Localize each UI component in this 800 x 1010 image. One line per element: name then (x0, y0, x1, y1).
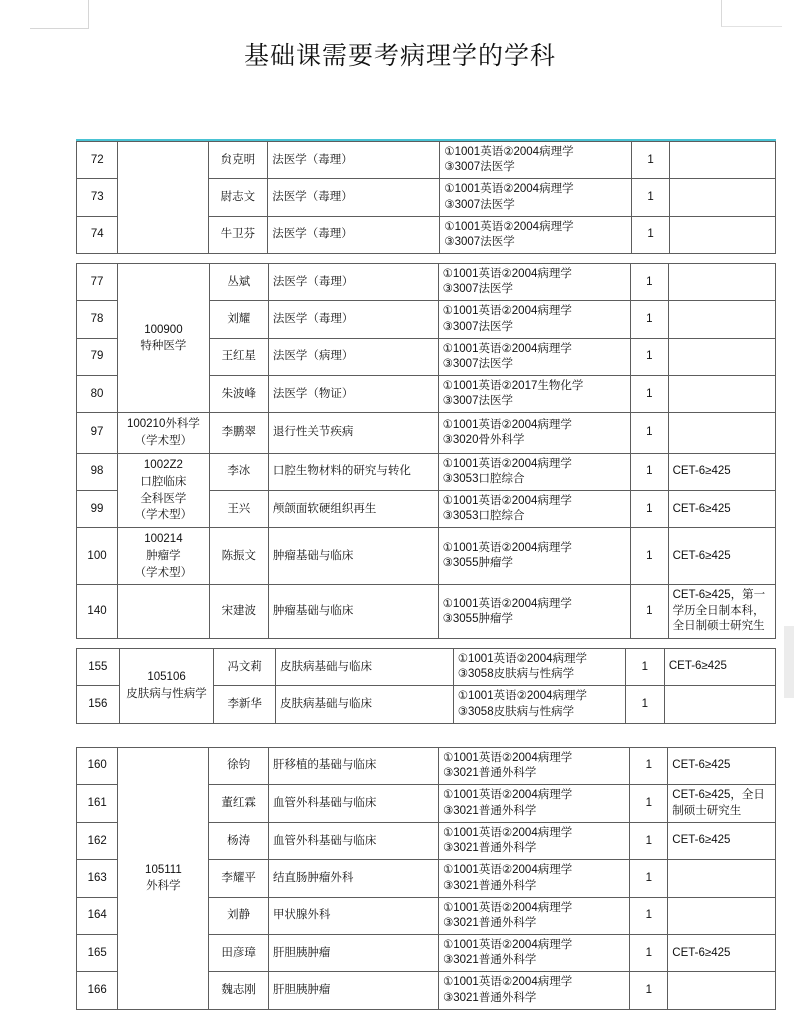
cell-count: 1 (631, 453, 669, 490)
cell-no: 99 (77, 491, 118, 528)
cell-direction: 法医学（毒理） (268, 142, 440, 179)
cell-direction: 皮肤病基础与临床 (275, 649, 453, 686)
exam-line-2: ③3021普通外科学 (442, 842, 537, 855)
major-code: 100214 (144, 533, 183, 546)
cell-no: 166 (77, 972, 118, 1009)
cell-count: 1 (625, 649, 664, 686)
exam-line-2: ③3007法医学 (442, 283, 513, 296)
cell-direction: 皮肤病基础与临床 (275, 686, 453, 723)
cell-remark: CET-6≥425 (668, 935, 776, 972)
exam-line-1: ①1001英语②2004病理学 (442, 597, 572, 610)
cell-supervisor: 李冰 (209, 453, 268, 490)
section-gap-c (76, 724, 776, 747)
exam-line-2: ③3007法医学 (442, 320, 513, 333)
cell-remark (664, 686, 775, 723)
exam-line-2: ③3021普通外科学 (442, 879, 537, 892)
page-title: 基础课需要考病理学的学科 (243, 41, 556, 70)
cell-remark: CET-6≥425 (668, 528, 775, 585)
cell-count: 1 (631, 413, 669, 453)
table-row (77, 264, 776, 301)
page-corner-mark-top-left (30, 0, 89, 29)
cell-remark (668, 860, 776, 897)
exam-line-1: ①1001英语②2004病理学 (442, 305, 572, 318)
cell-exam-subjects (438, 338, 630, 375)
table-section-d (76, 747, 776, 1010)
major-name: 外科学 (146, 880, 181, 893)
cell-remark: CET-6≥425，第一学历全日制本科，全日制硕士研究生 (668, 585, 775, 639)
cell-remark: CET-6≥425，全日制硕士研究生 (668, 785, 776, 823)
cell-remark (670, 179, 776, 216)
page-corner-mark-top-right (721, 0, 782, 27)
table-row (77, 747, 776, 784)
cell-supervisor: 董红霖 (209, 785, 269, 823)
cell-major (118, 453, 210, 528)
cell-exam-subjects (438, 264, 630, 301)
cell-count: 1 (630, 972, 668, 1009)
cell-exam-subjects (440, 142, 632, 179)
major-code: 105106 (147, 671, 186, 684)
cell-direction: 甲状腺外科 (268, 897, 438, 934)
cell-direction: 法医学（毒理） (268, 264, 438, 301)
table-row (77, 528, 776, 585)
cell-remark (670, 142, 776, 179)
table-section-b (76, 263, 776, 639)
cell-no: 140 (77, 585, 118, 639)
section-gap-a (76, 254, 776, 263)
major-code: 100900 (144, 323, 183, 336)
exam-line-2: ③3053口腔综合 (442, 510, 525, 523)
cell-major (119, 649, 214, 724)
cell-exam-subjects (438, 972, 630, 1009)
cell-count: 1 (630, 897, 668, 934)
exam-line-2: ③3007法医学 (444, 198, 515, 211)
cell-exam-subjects (438, 747, 630, 784)
exam-line-1: ①1001英语②2004病理学 (457, 690, 587, 703)
major-name: 肿瘤学 (146, 550, 181, 563)
cell-remark: CET-6≥425 (668, 453, 775, 490)
cell-no: 161 (77, 785, 118, 823)
exam-line-1: ①1001英语②2004病理学 (442, 827, 573, 840)
cell-count: 1 (630, 785, 668, 823)
admission-tables-container (76, 139, 776, 1010)
cell-supervisor: 尉志文 (208, 179, 268, 216)
cell-exam-subjects (438, 823, 630, 860)
exam-line-1: ①1001英语②2004病理学 (442, 542, 572, 555)
cell-supervisor: 牛卫芬 (208, 216, 268, 253)
cell-exam-subjects (440, 216, 632, 253)
exam-line-2: ③3021普通外科学 (442, 804, 537, 817)
exam-line-1: ①1001英语②2004病理学 (442, 901, 573, 914)
cell-remark: CET-6≥425 (668, 491, 775, 528)
cell-exam-subjects (438, 860, 630, 897)
cell-supervisor: 杨涛 (209, 823, 269, 860)
cell-count: 1 (631, 528, 669, 585)
cell-direction: 结直肠肿瘤外科 (268, 860, 438, 897)
cell-exam-subjects (438, 413, 630, 453)
cell-no: 163 (77, 860, 118, 897)
cell-no: 97 (77, 413, 118, 453)
exam-line-1: ①1001英语②2004病理学 (444, 183, 574, 196)
cell-major (118, 585, 210, 639)
exam-line-2: ③3053口腔综合 (442, 472, 525, 485)
exam-line-2: ③3055肿瘤学 (442, 557, 513, 570)
exam-line-1: ①1001英语②2004病理学 (442, 495, 572, 508)
table-row (77, 585, 776, 639)
cell-remark: CET-6≥425 (668, 823, 776, 860)
table-row (77, 413, 776, 453)
cell-direction: 肝胆胰肿瘤 (268, 935, 438, 972)
cell-no: 100 (77, 528, 118, 585)
exam-line-2: ③3020骨外科学 (442, 434, 525, 447)
cell-major (118, 747, 209, 1009)
table-row (77, 142, 776, 179)
cell-remark (668, 972, 776, 1009)
cell-exam-subjects (440, 179, 632, 216)
exam-line-1: ①1001英语②2004病理学 (442, 457, 572, 470)
exam-line-1: ①1001英语②2004病理学 (457, 653, 587, 665)
cell-count: 1 (632, 179, 670, 216)
cell-exam-subjects (438, 491, 630, 528)
exam-line-2: ③3021普通外科学 (442, 954, 537, 967)
major-name: 皮肤病与性病学 (126, 687, 207, 700)
cell-supervisor: 宋建波 (209, 585, 268, 639)
cell-major (118, 264, 210, 413)
cell-direction: 法医学（毒理） (268, 301, 438, 338)
exam-line-1: ①1001英语②2004病理学 (442, 268, 572, 281)
cell-supervisor: 刘耀 (209, 301, 268, 338)
cell-count: 1 (631, 338, 669, 375)
cell-no: 80 (77, 376, 118, 413)
exam-line-1: ①1001英语②2004病理学 (442, 976, 573, 989)
exam-line-1: ①1001英语②2004病理学 (442, 939, 573, 952)
cell-supervisor: 丛斌 (209, 264, 268, 301)
scrollbar-thumb[interactable] (784, 626, 794, 698)
cell-supervisor: 李新华 (214, 686, 276, 723)
cell-no: 160 (77, 747, 118, 784)
cell-supervisor: 李鹏翠 (209, 413, 268, 453)
cell-exam-subjects (438, 585, 630, 639)
cell-no: 78 (77, 301, 118, 338)
section-gap-b (76, 639, 776, 648)
cell-exam-subjects (453, 649, 625, 686)
major-code: 105111 (145, 863, 182, 876)
cell-count: 1 (630, 747, 668, 784)
cell-supervisor: 冯文莉 (214, 649, 276, 686)
cell-major (118, 142, 208, 254)
exam-line-1: ①1001英语②2004病理学 (442, 418, 572, 431)
cell-remark: CET-6≥425 (668, 747, 776, 784)
cell-count: 1 (632, 216, 670, 253)
cell-major (118, 413, 210, 453)
major-code: 1002Z2 (143, 459, 183, 472)
major-code: 100210外科学 (126, 418, 200, 431)
cell-exam-subjects (438, 301, 630, 338)
cell-no: 156 (77, 686, 120, 723)
cell-remark (668, 338, 775, 375)
major-type: （学术型） (134, 566, 193, 579)
major-name: 特种医学 (140, 340, 187, 353)
cell-direction: 肿瘤基础与临床 (268, 528, 438, 585)
cell-count: 1 (631, 301, 669, 338)
cell-direction: 退行性关节疾病 (268, 413, 438, 453)
major-type: （学术型） (134, 509, 193, 522)
major-name-2: 全科医学 (140, 492, 187, 505)
cell-exam-subjects (438, 785, 630, 823)
cell-direction: 法医学（病理） (268, 338, 438, 375)
exam-line-2: ③3058皮肤病与性病学 (457, 668, 575, 681)
cell-supervisor: 魏志刚 (209, 972, 269, 1009)
cell-direction: 血管外科基础与临床 (268, 785, 438, 823)
cell-no: 164 (77, 897, 118, 934)
cell-no: 77 (77, 264, 118, 301)
exam-line-2: ③3007法医学 (442, 395, 513, 408)
table-section-a (76, 141, 776, 254)
exam-line-1: ①1001英语②2004病理学 (442, 342, 572, 355)
cell-direction: 肝胆胰肿瘤 (268, 972, 438, 1009)
cell-supervisor: 李耀平 (209, 860, 269, 897)
exam-line-1: ①1001英语②2004病理学 (442, 751, 573, 764)
major-name-1: 口腔临床 (140, 475, 187, 488)
exam-line-2: ③3021普通外科学 (442, 916, 537, 929)
cell-no: 162 (77, 823, 118, 860)
cell-supervisor: 朱波峰 (209, 376, 268, 413)
table-row (77, 453, 776, 490)
cell-supervisor: 陈振文 (209, 528, 268, 585)
cell-exam-subjects (438, 935, 630, 972)
cell-remark (668, 413, 775, 453)
cell-no: 165 (77, 935, 118, 972)
exam-line-1: ①1001英语②2017生物化学 (442, 380, 584, 393)
cell-direction: 法医学（毒理） (268, 179, 440, 216)
exam-line-2: ③3021普通外科学 (442, 991, 537, 1004)
cell-remark (668, 264, 775, 301)
cell-count: 1 (631, 264, 669, 301)
cell-remark: CET-6≥425 (664, 649, 775, 686)
cell-remark (668, 376, 775, 413)
table-row (77, 649, 776, 686)
cell-count: 1 (632, 142, 670, 179)
cell-exam-subjects (438, 528, 630, 585)
exam-line-1: ①1001英语②2004病理学 (442, 789, 573, 802)
exam-line-2: ③3007法医学 (442, 357, 513, 370)
cell-count: 1 (630, 823, 668, 860)
cell-supervisor: 贠克明 (208, 142, 268, 179)
cell-no: 73 (77, 179, 118, 216)
cell-count: 1 (625, 686, 664, 723)
exam-line-2: ③3007法医学 (444, 161, 515, 174)
cell-remark (670, 216, 776, 253)
cell-direction: 口腔生物材料的研究与转化 (268, 453, 438, 490)
cell-supervisor: 王兴 (209, 491, 268, 528)
cell-exam-subjects (453, 686, 625, 723)
cell-direction: 肝移植的基础与临床 (268, 747, 438, 784)
exam-line-2: ③3021普通外科学 (442, 766, 537, 779)
cell-supervisor: 王红星 (209, 338, 268, 375)
exam-line-1: ①1001英语②2004病理学 (444, 220, 574, 233)
cell-no: 74 (77, 216, 118, 253)
major-type: （学术型） (134, 435, 193, 448)
cell-supervisor: 刘静 (209, 897, 269, 934)
cell-no: 79 (77, 338, 118, 375)
exam-line-2: ③3058皮肤病与性病学 (457, 705, 575, 718)
exam-line-1: ①1001英语②2004病理学 (442, 864, 573, 877)
cell-exam-subjects (438, 897, 630, 934)
cell-direction: 颅颌面软硬组织再生 (268, 491, 438, 528)
cell-exam-subjects (438, 376, 630, 413)
cell-direction: 法医学（毒理） (268, 216, 440, 253)
cell-direction: 肿瘤基础与临床 (268, 585, 438, 639)
cell-count: 1 (631, 585, 669, 639)
cell-supervisor: 田彦璋 (209, 935, 269, 972)
cell-direction: 血管外科基础与临床 (268, 823, 438, 860)
cell-no: 155 (77, 649, 120, 686)
cell-count: 1 (631, 491, 669, 528)
cell-direction: 法医学（物证） (268, 376, 438, 413)
exam-line-1: ①1001英语②2004病理学 (444, 146, 574, 158)
cell-count: 1 (631, 376, 669, 413)
cell-no: 72 (77, 142, 118, 179)
exam-line-2: ③3055肿瘤学 (442, 612, 513, 625)
cell-count: 1 (630, 935, 668, 972)
cell-remark (668, 897, 776, 934)
cell-major (118, 528, 210, 585)
cell-count: 1 (630, 860, 668, 897)
exam-line-2: ③3007法医学 (444, 235, 515, 248)
cell-no: 98 (77, 453, 118, 490)
cell-remark (668, 301, 775, 338)
cell-supervisor: 徐钧 (209, 747, 269, 784)
cell-exam-subjects (438, 453, 630, 490)
table-section-c (76, 648, 776, 724)
